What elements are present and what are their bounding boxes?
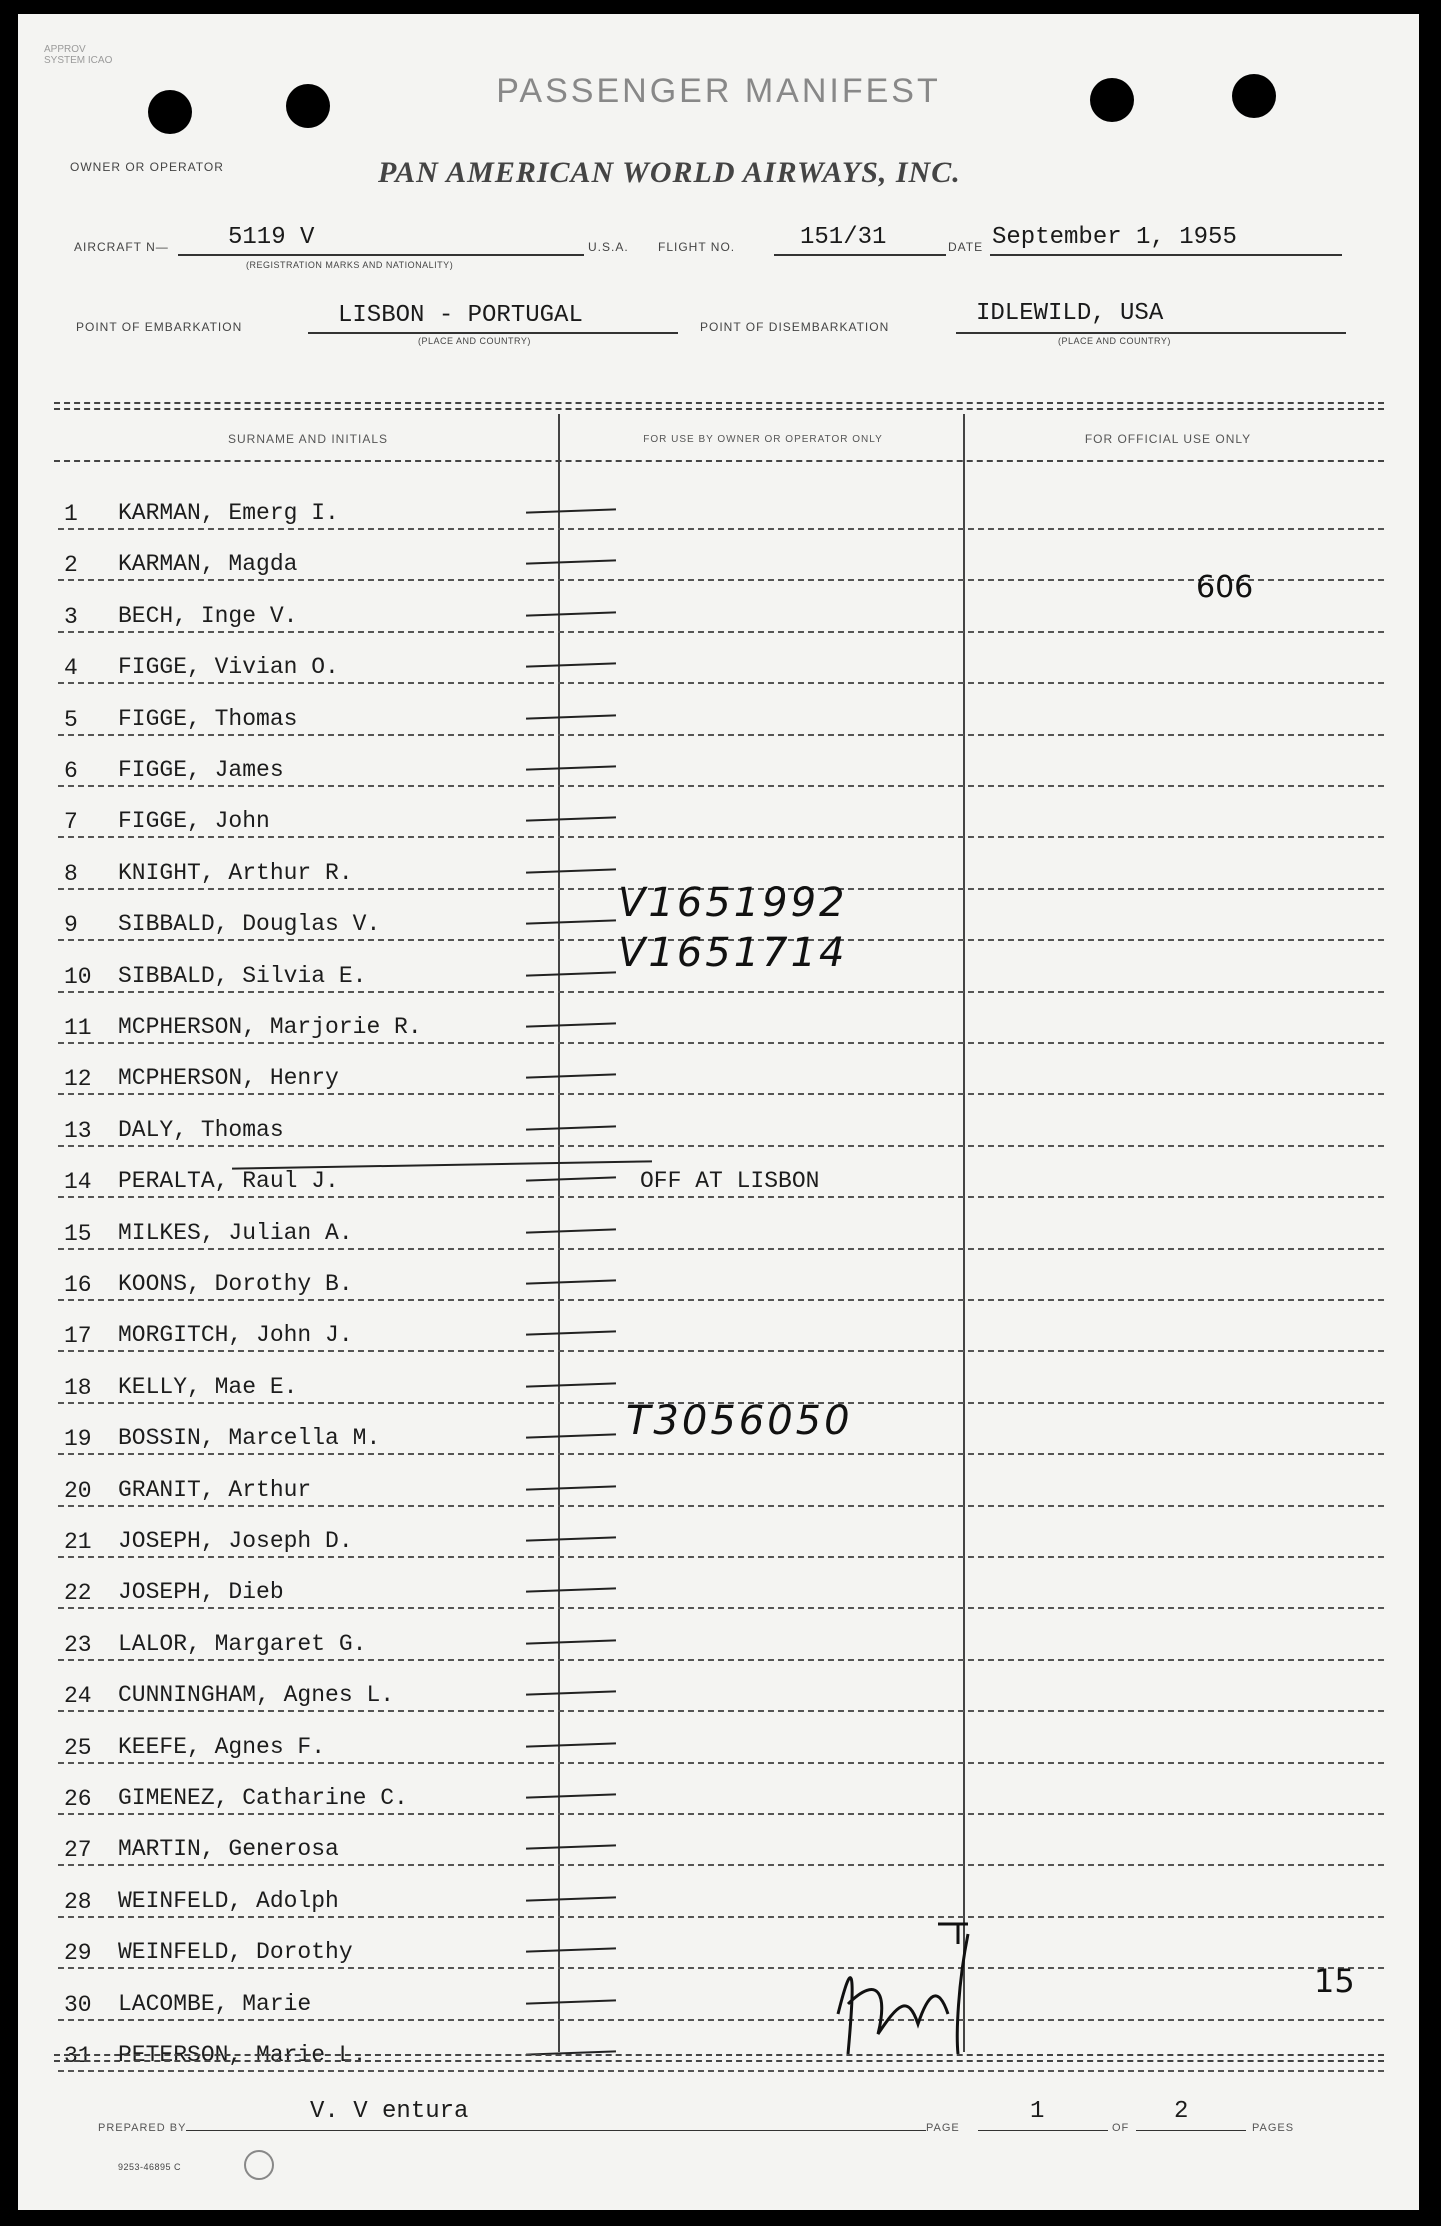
passenger-name: KARMAN, Emerg I. bbox=[118, 500, 339, 526]
page-title: PASSENGER MANIFEST bbox=[496, 72, 941, 110]
check-mark bbox=[526, 1536, 616, 1541]
check-mark bbox=[526, 1999, 616, 2004]
page-total: 2 bbox=[1174, 2098, 1189, 2125]
owner-label: OWNER OR OPERATOR bbox=[70, 160, 224, 174]
passenger-name: LACOMBE, Marie bbox=[118, 1990, 312, 2017]
passenger-name: BOSSIN, Marcella M. bbox=[118, 1425, 381, 1452]
check-mark bbox=[526, 1948, 616, 1953]
table-row bbox=[58, 1455, 1384, 1507]
row-number: 22 bbox=[64, 1580, 92, 1607]
row-number: 6 bbox=[64, 758, 78, 784]
table-row bbox=[58, 1814, 1384, 1866]
check-mark bbox=[526, 508, 616, 513]
check-mark bbox=[526, 1382, 616, 1387]
flight-line bbox=[774, 254, 946, 256]
check-mark bbox=[526, 1074, 616, 1079]
table-row bbox=[58, 1506, 1384, 1558]
passenger-name: DALY, Thomas bbox=[118, 1116, 284, 1143]
row-number: 24 bbox=[64, 1683, 92, 1710]
passenger-name: LALOR, Margaret G. bbox=[118, 1630, 367, 1657]
check-mark bbox=[526, 1588, 616, 1593]
passenger-name: FIGGE, John bbox=[118, 808, 270, 835]
country-label: U.S.A. bbox=[588, 240, 629, 254]
passenger-name: MCPHERSON, Henry bbox=[118, 1065, 339, 1092]
row-number: 14 bbox=[64, 1169, 92, 1196]
col-head-owner: FOR USE BY OWNER OR OPERATOR ONLY bbox=[643, 434, 883, 445]
row-number: 9 bbox=[64, 912, 78, 939]
form-code: 9253-46895 C bbox=[118, 2162, 182, 2172]
disembark-line bbox=[956, 332, 1346, 334]
official-code: 606 bbox=[1196, 570, 1254, 605]
row-number: 13 bbox=[64, 1117, 92, 1144]
table-row bbox=[58, 632, 1384, 684]
row-number: 26 bbox=[64, 1786, 92, 1812]
check-mark bbox=[526, 1742, 616, 1747]
aircraft-line bbox=[178, 254, 584, 256]
row-number: 12 bbox=[64, 1066, 92, 1093]
check-mark bbox=[526, 1022, 616, 1027]
col-head-official: FOR OFFICIAL USE ONLY bbox=[1084, 432, 1252, 446]
table-row bbox=[58, 1660, 1384, 1712]
table-row bbox=[58, 1557, 1384, 1609]
table-row bbox=[58, 1249, 1384, 1301]
handwritten-number: V1651714 bbox=[618, 930, 848, 976]
row-number: 25 bbox=[64, 1734, 92, 1761]
row-number: 27 bbox=[64, 1837, 92, 1864]
check-mark bbox=[526, 1125, 616, 1130]
check-mark bbox=[526, 1177, 616, 1182]
row-number: 3 bbox=[64, 603, 78, 630]
check-mark bbox=[526, 1793, 616, 1798]
check-mark bbox=[526, 1331, 616, 1336]
row-number: 29 bbox=[64, 1940, 92, 1967]
check-mark bbox=[526, 663, 616, 668]
row-number: 11 bbox=[64, 1015, 92, 1041]
table-row bbox=[58, 1095, 1384, 1147]
page-label: PAGE bbox=[926, 2122, 960, 2134]
row-number: 5 bbox=[64, 706, 78, 733]
passenger-name: MCPHERSON, Marjorie R. bbox=[118, 1014, 422, 1040]
passenger-name: JOSEPH, Joseph D. bbox=[118, 1528, 353, 1554]
check-mark bbox=[526, 971, 616, 976]
table-row bbox=[58, 1198, 1384, 1250]
passenger-name: BECH, Inge V. bbox=[118, 602, 298, 629]
table-row bbox=[58, 2020, 1384, 2072]
passenger-name: SIBBALD, Silvia E. bbox=[118, 962, 367, 989]
row-number: 8 bbox=[64, 860, 78, 887]
disembark-sub: (PLACE AND COUNTRY) bbox=[1058, 336, 1171, 346]
check-mark bbox=[526, 1845, 616, 1850]
check-mark bbox=[526, 1896, 616, 1901]
row-number: 16 bbox=[64, 1272, 92, 1298]
aircraft-value: 5119 V bbox=[228, 224, 315, 251]
table-row bbox=[58, 786, 1384, 838]
check-mark bbox=[526, 1434, 616, 1439]
table-row bbox=[58, 1043, 1384, 1095]
flight-value: 151/31 bbox=[800, 224, 887, 251]
table-row bbox=[58, 1917, 1384, 1969]
prepared-value: V. V entura bbox=[310, 2098, 469, 2125]
disembark-value: IDLEWILD, USA bbox=[976, 300, 1164, 327]
passenger-name: KEEFE, Agnes F. bbox=[118, 1733, 326, 1760]
check-mark bbox=[526, 920, 616, 925]
company-name: PAN AMERICAN WORLD AIRWAYS, INC. bbox=[378, 156, 961, 189]
check-mark bbox=[526, 1279, 616, 1284]
row-number: 31 bbox=[64, 2043, 92, 2069]
row-number: 30 bbox=[64, 1991, 92, 2018]
row-rule bbox=[58, 2070, 1384, 2072]
row-number: 17 bbox=[64, 1323, 92, 1350]
check-mark bbox=[526, 1639, 616, 1644]
row-number: 7 bbox=[64, 809, 78, 836]
passenger-name: WEINFELD, Adolph bbox=[118, 1887, 339, 1914]
passenger-name: FIGGE, James bbox=[118, 757, 284, 783]
row-number: 18 bbox=[64, 1374, 92, 1401]
table-row bbox=[58, 529, 1384, 581]
header-rule bbox=[54, 460, 1384, 464]
passenger-name: MARTIN, Generosa bbox=[118, 1836, 339, 1863]
table-row bbox=[58, 1712, 1384, 1764]
table-row bbox=[58, 992, 1384, 1044]
embark-value: LISBON - PORTUGAL bbox=[338, 302, 583, 329]
passenger-name: MORGITCH, John J. bbox=[118, 1322, 353, 1349]
table-row bbox=[58, 478, 1384, 530]
table-row bbox=[58, 735, 1384, 787]
of-label: OF bbox=[1112, 2122, 1130, 2134]
manifest-page bbox=[18, 14, 1419, 2210]
passenger-name: FIGGE, Thomas bbox=[118, 705, 298, 732]
table-row bbox=[58, 1969, 1384, 2021]
date-value: September 1, 1955 bbox=[992, 224, 1237, 251]
row-number: 21 bbox=[64, 1529, 92, 1555]
prepared-line bbox=[186, 2130, 926, 2131]
row-number: 4 bbox=[64, 655, 78, 682]
table-row bbox=[58, 1609, 1384, 1661]
passenger-name: PERALTA, Raul J. bbox=[118, 1168, 339, 1195]
row-number: 15 bbox=[64, 1220, 92, 1247]
official-count: 15 bbox=[1314, 1962, 1355, 2000]
passenger-name: KNIGHT, Arthur R. bbox=[118, 859, 353, 886]
table-bottom-rule bbox=[54, 2054, 1384, 2062]
pages-label: PAGES bbox=[1252, 2122, 1295, 2134]
passenger-name: SIBBALD, Douglas V. bbox=[118, 911, 381, 938]
passenger-name: WEINFELD, Dorothy bbox=[118, 1939, 353, 1966]
check-mark bbox=[526, 611, 616, 616]
check-mark bbox=[526, 765, 616, 770]
table-row bbox=[58, 581, 1384, 633]
passenger-name: KOONS, Dorothy B. bbox=[118, 1271, 353, 1297]
passenger-name: CUNNINGHAM, Agnes L. bbox=[118, 1682, 395, 1709]
table-row bbox=[58, 1146, 1384, 1198]
aircraft-sub: (REGISTRATION MARKS AND NATIONALITY) bbox=[246, 260, 454, 270]
handwritten-number: V1651992 bbox=[618, 880, 848, 926]
handwritten-number: T3056050 bbox=[626, 1398, 853, 1444]
union-seal-icon bbox=[244, 2150, 274, 2180]
table-row bbox=[58, 1866, 1384, 1918]
disembark-label: POINT OF DISEMBARKATION bbox=[700, 320, 890, 334]
prepared-label: PREPARED BY bbox=[98, 2122, 187, 2134]
row-number: 19 bbox=[64, 1426, 92, 1453]
date-label: DATE bbox=[948, 240, 984, 254]
date-line bbox=[990, 254, 1342, 256]
row-number: 10 bbox=[64, 963, 92, 990]
approval-stamp: APPROV SYSTEM ICAO bbox=[44, 44, 113, 66]
embark-label: POINT OF EMBARKATION bbox=[76, 320, 243, 334]
row-number: 28 bbox=[64, 1888, 92, 1915]
table-row bbox=[58, 1352, 1384, 1404]
check-mark bbox=[526, 868, 616, 873]
check-mark bbox=[526, 560, 616, 565]
page-number: 1 bbox=[1030, 2098, 1045, 2125]
of-line bbox=[1136, 2130, 1246, 2131]
check-mark bbox=[526, 817, 616, 822]
aircraft-label: AIRCRAFT N— bbox=[74, 240, 169, 254]
passenger-name: GIMENEZ, Catharine C. bbox=[118, 1785, 408, 1811]
passenger-name: JOSEPH, Dieb bbox=[118, 1579, 284, 1606]
passenger-name: KELLY, Mae E. bbox=[118, 1373, 298, 1400]
col-head-name: SURNAME AND INITIALS bbox=[227, 432, 389, 446]
page-line bbox=[978, 2130, 1108, 2131]
row-number: 1 bbox=[64, 501, 78, 527]
row-number: 2 bbox=[64, 552, 78, 579]
table-row bbox=[58, 1300, 1384, 1352]
embark-sub: (PLACE AND COUNTRY) bbox=[418, 336, 531, 346]
table-row bbox=[58, 684, 1384, 736]
check-mark bbox=[526, 1691, 616, 1696]
row-note: OFF AT LISBON bbox=[640, 1168, 820, 1195]
flight-label: FLIGHT NO. bbox=[658, 240, 736, 254]
check-mark bbox=[526, 714, 616, 719]
row-number: 20 bbox=[64, 1477, 92, 1504]
check-mark bbox=[526, 1228, 616, 1233]
passenger-name: FIGGE, Vivian O. bbox=[118, 654, 339, 681]
embark-line bbox=[308, 332, 678, 334]
table-top-rule bbox=[54, 402, 1384, 410]
passenger-name: PETERSON, Marie L. bbox=[118, 2042, 367, 2068]
passenger-name: MILKES, Julian A. bbox=[118, 1219, 353, 1246]
row-number: 23 bbox=[64, 1631, 92, 1658]
passenger-name: KARMAN, Magda bbox=[118, 551, 298, 578]
check-mark bbox=[526, 1485, 616, 1490]
passenger-name: GRANIT, Arthur bbox=[118, 1476, 312, 1503]
table-row bbox=[58, 1763, 1384, 1815]
